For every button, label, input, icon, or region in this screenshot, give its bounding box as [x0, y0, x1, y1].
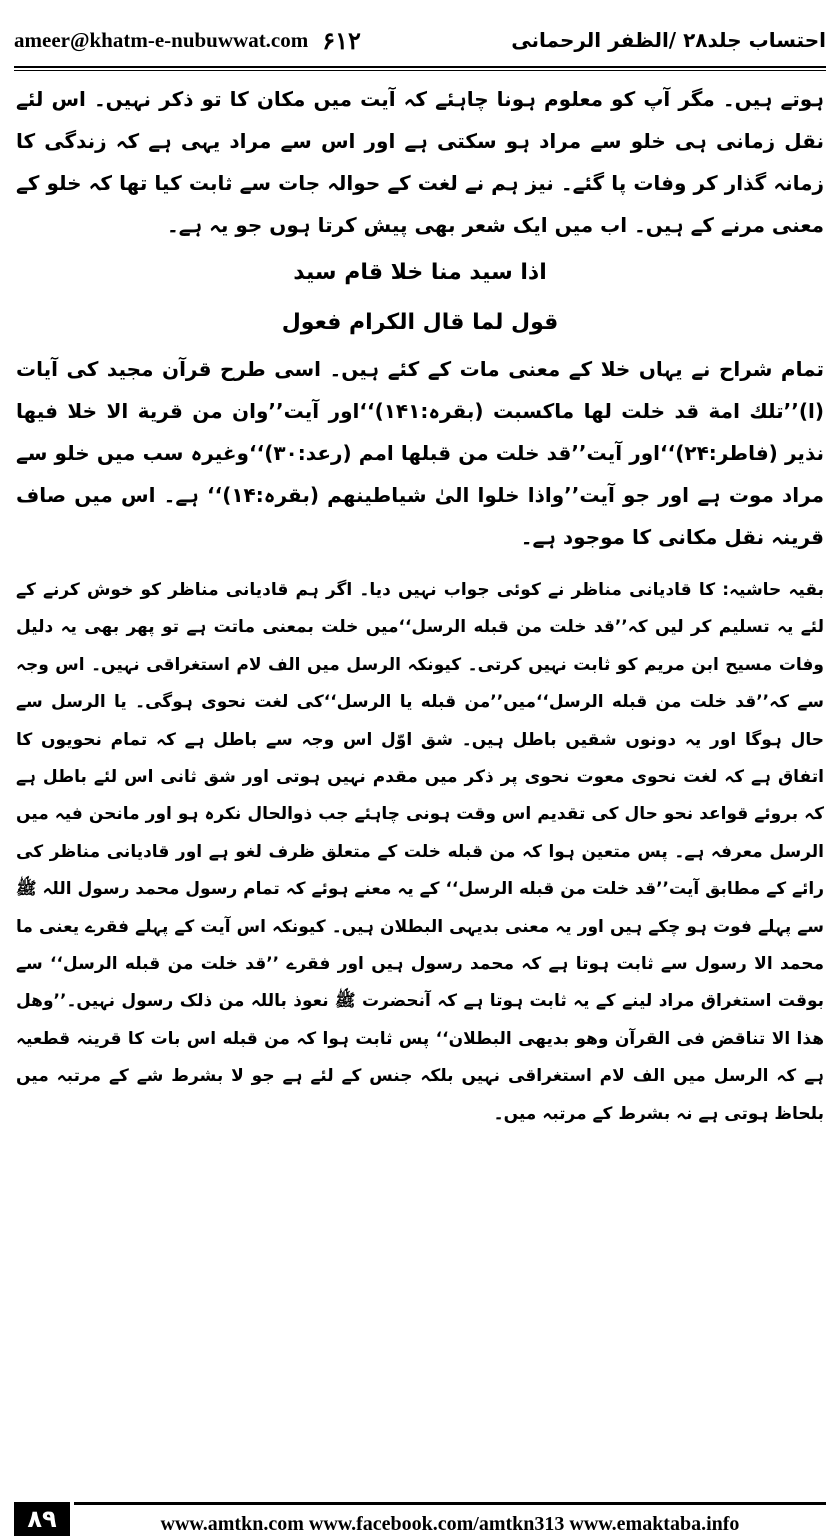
verse-line-1: اذا سید منا خلا قام سید: [293, 260, 547, 285]
footer-links: www.amtkn.com www.facebook.com/amtkn313 www.emaktaba.info: [160, 1513, 740, 1535]
paragraph-2: تمام شراح نے یہاں خلا کے معنی مات کے کئے ہیں۔ اسی طرح قرآن مجید کی آیات (ا)’’تلك امة قد خلت لها ماکسبت (بقرہ:۱۴۱)‘‘اور آیت’’وان من قریة الا خلا فیها نذیر (فاطر:۲۴)‘‘اور آیت’’قد خلت من قبلها امم (رعد:۳۰)‘‘وغیرہ سب میں خلو سے مراد موت ہے اور جو آیت’’واذا خلوا الیٰ شیاطینهم (بقرہ:۱۴)‘‘ ہے۔ اس میں صاف قرینہ نقل مکانی کا موجود ہے۔: [16, 357, 825, 549]
header-left: [14, 26, 361, 55]
header-title: احتساب جلد۲۸ /الظفر الرحمانی: [511, 28, 826, 52]
main-text: [16, 78, 824, 1133]
footnote-separator: [16, 558, 824, 572]
page-footer: [14, 1500, 826, 1536]
footnote-text: بقیہ حاشیہ: کا قادیانی مناظر نے کوئی جواب نہیں دیا۔ اگر ہم قادیانی مناظر کو خوش کرنے کے لئے یہ تسلیم کر لیں کہ’’قد خلت من قبله الرسل‘‘میں خلت بمعنی ماتت ہے تو پھر بھی یہ دلیل وفات مسیح ابن مریم کو ثابت نہیں کرتی۔ کیونکہ الرسل میں الف لام استغراقی نہیں۔ اس وجہ سے کہ’’قد خلت من قبله الرسل‘‘میں’’من قبله یا الرسل‘‘کی لغت نحوی ہوگی۔ یا الرسل سے حال ہوگا اور یہ دونوں شقیں باطل ہیں۔ شق اوّل اس وجہ سے باطل ہے کہ تمام نحویوں کا اتفاق ہے کہ لغت نحوی معوت نحوی پر ذکر میں مقدم نہیں ہوتی اور شق ثانی اس لئے باطل ہے کہ بروئے قواعد نحو حال کی تقدیم اس وقت ہونی چاہئے جب ذوالحال نکرہ ہو اور مانحن فیہ میں الرسل معرفہ ہے۔ پس متعین ہوا کہ من قبله خلت کے متعلق ظرف لغو ہے اور قادیانی مناظر کی رائے کے مطابق آیت’’قد خلت من قبله الرسل‘‘ کے یہ معنے ہوئے کہ تمام رسول محمد رسول اللہ ﷺ سے پہلے فوت ہو چکے ہیں اور یہ معنی بدیہی البطلان ہیں۔ کیونکہ اس آیت کے پہلے فقرے یعنی ما محمد الا رسول سے ثابت ہوتا ہے کہ محمد رسول ہیں اور فقرے ’’قد خلت من قبله الرسل‘‘ سے بوقت استغراق مراد لینے کے یہ ثابت ہوتا ہے کہ آنحضرت ﷺ نعوذ باللہ من ذلک رسول نہیں۔’’وهل هذا الا تناقض فی القرآن وهو بدیهی البطلان‘‘ پس ثابت ہوا کہ من قبله اس بات کا قرینہ قطعیہ ہے کہ الرسل میں الف لام استغراقی نہیں بلکہ جنس کے لئے ہے جو لا بشرط شے کے مرتبہ میں بلحاظ ہوتی ہے نہ بشرط کے مرتبہ میں۔: [16, 580, 824, 1124]
footer-rule: [74, 1502, 826, 1505]
page-header: [14, 14, 826, 66]
header-page-number: ۶۱۲: [322, 25, 361, 55]
verse-line-2: قول لما قال الکرام فعول: [281, 310, 559, 335]
header-rule: [14, 66, 826, 71]
header-email: ameer@khatm-e-nubuwwat.com: [14, 27, 309, 52]
paragraph-1: ہوتے ہیں۔ مگر آپ کو معلوم ہونا چاہئے کہ آیت میں مکان کا تو ذکر نہیں۔ اس لئے نقل زمانی ہی خلو سے مراد ہو سکتی ہے اور اس سے مراد یہی ہے کہ زندگی کا زمانہ گذار کر وفات پا گئے۔ نیز ہم نے لغت کے حوالہ جات سے ثابت کیا تھا کہ خلو کے معنی مرنے کے ہیں۔ اب میں ایک شعر بھی پیش کرتا ہوں جو یہ ہے۔: [16, 87, 824, 237]
footer-page-number: ۸۹: [14, 1502, 70, 1536]
footer-links-wrap: [74, 1502, 826, 1536]
